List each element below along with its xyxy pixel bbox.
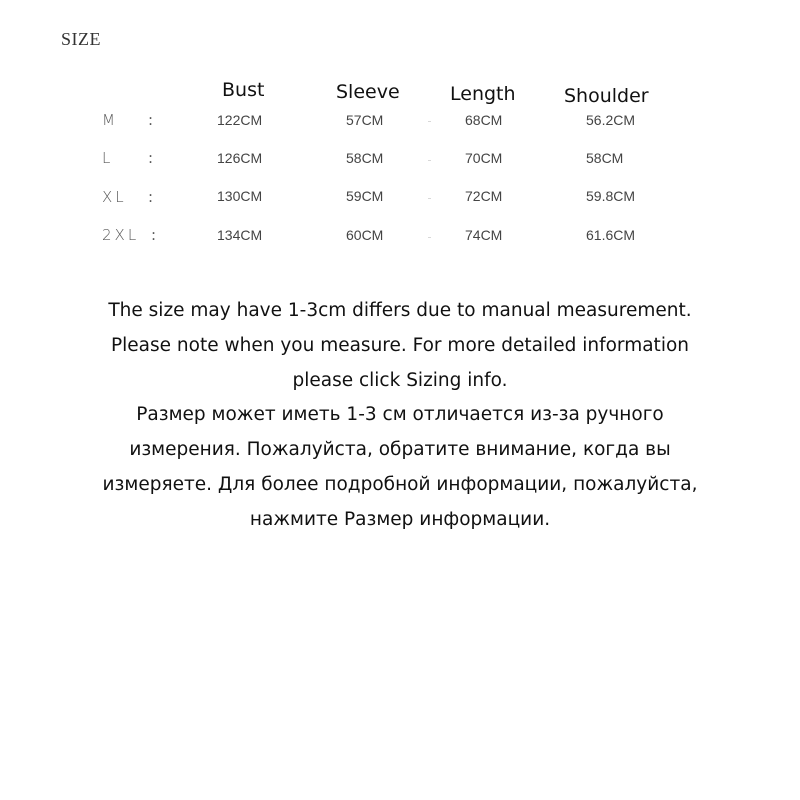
shoulder-value: 61.6CM <box>586 227 636 243</box>
measurement-note <box>0 294 800 538</box>
size-colon: : <box>151 226 157 244</box>
size-colon: : <box>148 111 154 129</box>
sleeve-value: 57CM <box>346 112 384 128</box>
length-value: 72CM <box>465 188 503 204</box>
length-value: 74CM <box>465 227 503 243</box>
sleeve-value: 58CM <box>346 150 384 166</box>
separator-dot <box>428 160 431 161</box>
separator-dot <box>428 237 431 238</box>
separator-dot <box>428 121 431 122</box>
size-colon: : <box>148 188 154 206</box>
bust-value: 126CM <box>217 150 263 166</box>
note-line: измерения. Пожалуйста, обратите внимание, когда вы <box>129 439 671 461</box>
bust-value: 134CM <box>217 227 263 243</box>
note-line: The size may have 1-3cm differs due to manual measurement. <box>108 300 692 321</box>
length-value: 70CM <box>465 150 503 166</box>
header-bust: Bust <box>222 79 265 101</box>
header-sleeve: Sleeve <box>336 81 400 103</box>
sleeve-value: 60CM <box>346 227 384 243</box>
shoulder-value: 59.8CM <box>586 188 636 204</box>
header-shoulder: Shoulder <box>564 85 649 107</box>
size-label: 2XL <box>102 226 140 244</box>
note-line: Please note when you measure. For more detailed information <box>111 334 689 356</box>
size-label: M <box>102 111 118 129</box>
separator-dot <box>428 198 431 199</box>
length-value: 68CM <box>465 112 503 128</box>
size-label: XL <box>102 188 127 206</box>
note-line: измеряете. Для более подробной информации, пожалуйста, <box>102 473 698 495</box>
size-label: L <box>102 149 114 167</box>
header-length: Length <box>450 83 516 105</box>
sleeve-value: 59CM <box>346 188 384 204</box>
note-line: Размер может иметь 1-3 см отличается из-за ручного <box>136 404 664 426</box>
shoulder-value: 56.2CM <box>586 112 636 128</box>
note-line: please click Sizing info. <box>292 369 508 391</box>
bust-value: 130CM <box>217 188 263 204</box>
shoulder-value: 58CM <box>586 150 624 166</box>
size-chart-title: SIZE <box>61 29 101 49</box>
note-line: нажмите Размер информации. <box>249 508 551 530</box>
bust-value: 122CM <box>217 112 263 128</box>
size-colon: : <box>148 149 154 167</box>
